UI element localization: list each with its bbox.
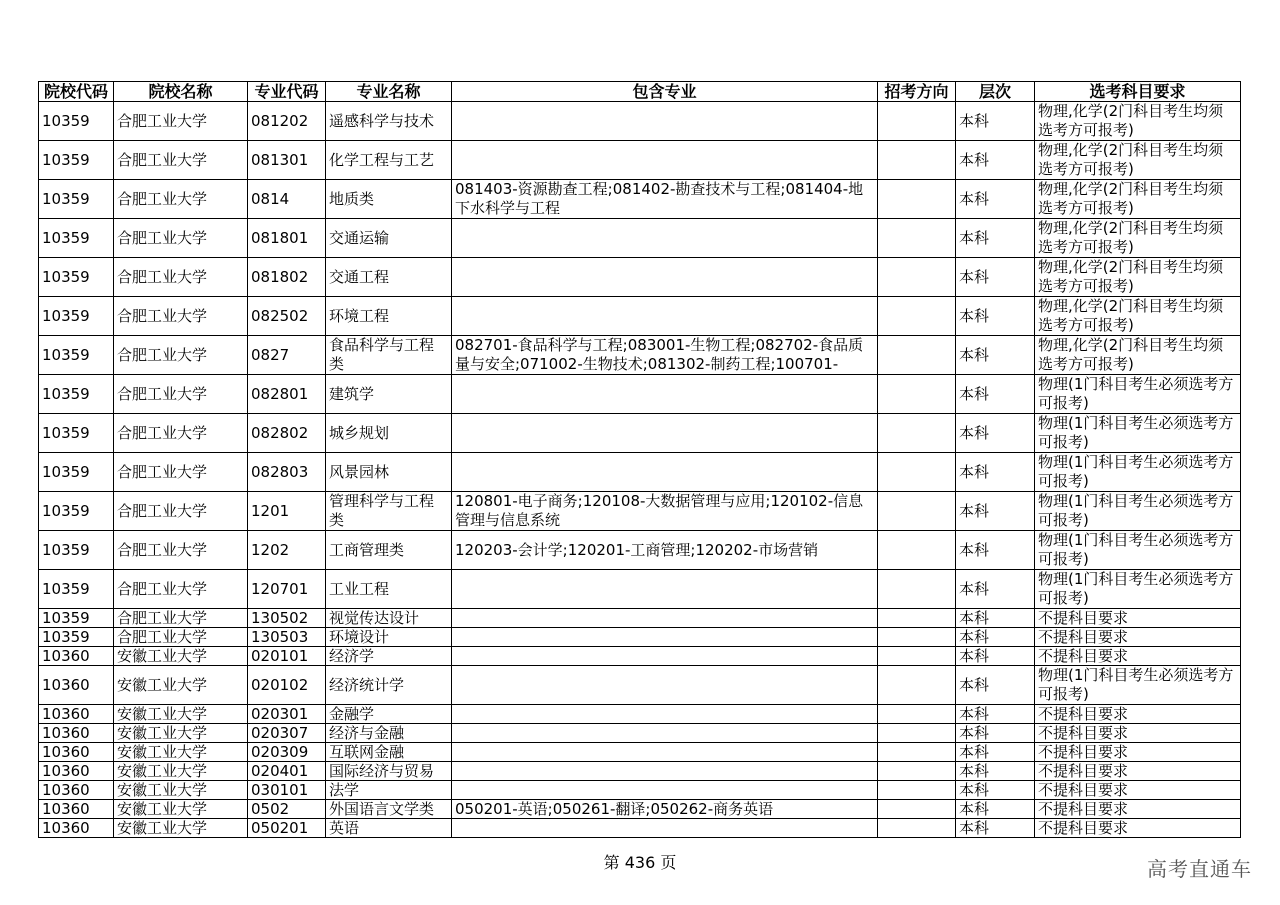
requirement-cell: 不提科目要求 xyxy=(1035,705,1241,724)
school-code-cell: 10359 xyxy=(39,628,114,647)
requirement-cell: 不提科目要求 xyxy=(1035,628,1241,647)
level-cell: 本科 xyxy=(956,819,1035,838)
table-row xyxy=(39,609,1241,628)
table-row xyxy=(39,628,1241,647)
school-code-cell: 10360 xyxy=(39,762,114,781)
table-row xyxy=(39,375,1241,414)
table-body xyxy=(39,102,1241,838)
school-name-cell: 合肥工业大学 xyxy=(114,219,248,258)
header-direction: 招考方向 xyxy=(878,82,956,102)
level-cell: 本科 xyxy=(956,180,1035,219)
major-name-cell: 经济统计学 xyxy=(326,666,452,705)
requirement-cell: 物理(1门科目考生必须选考方可报考) xyxy=(1035,666,1241,705)
direction-cell xyxy=(878,819,956,838)
level-cell: 本科 xyxy=(956,336,1035,375)
school-code-cell: 10360 xyxy=(39,724,114,743)
table-row xyxy=(39,141,1241,180)
level-cell: 本科 xyxy=(956,762,1035,781)
level-cell: 本科 xyxy=(956,666,1035,705)
major-name-cell: 环境工程 xyxy=(326,297,452,336)
included-majors-cell xyxy=(452,453,878,492)
direction-cell xyxy=(878,724,956,743)
major-code-cell: 0814 xyxy=(248,180,326,219)
table-row xyxy=(39,492,1241,531)
included-majors-cell: 120203-会计学;120201-工商管理;120202-市场营销 xyxy=(452,531,878,570)
level-cell: 本科 xyxy=(956,705,1035,724)
school-code-cell: 10360 xyxy=(39,705,114,724)
included-majors-cell xyxy=(452,609,878,628)
direction-cell xyxy=(878,492,956,531)
included-majors-cell xyxy=(452,414,878,453)
requirement-cell: 物理(1门科目考生必须选考方可报考) xyxy=(1035,492,1241,531)
requirement-cell: 物理,化学(2门科目考生均须选考方可报考) xyxy=(1035,102,1241,141)
table-row xyxy=(39,102,1241,141)
header-school-code: 院校代码 xyxy=(39,82,114,102)
requirement-cell: 物理,化学(2门科目考生均须选考方可报考) xyxy=(1035,219,1241,258)
school-code-cell: 10360 xyxy=(39,666,114,705)
major-code-cell: 0827 xyxy=(248,336,326,375)
school-code-cell: 10359 xyxy=(39,375,114,414)
major-name-cell: 国际经济与贸易 xyxy=(326,762,452,781)
school-name-cell: 合肥工业大学 xyxy=(114,492,248,531)
major-name-cell: 外国语言文学类 xyxy=(326,800,452,819)
header-major-name: 专业名称 xyxy=(326,82,452,102)
major-code-cell: 082801 xyxy=(248,375,326,414)
level-cell: 本科 xyxy=(956,800,1035,819)
direction-cell xyxy=(878,258,956,297)
included-majors-cell xyxy=(452,570,878,609)
major-name-cell: 视觉传达设计 xyxy=(326,609,452,628)
header-major-code: 专业代码 xyxy=(248,82,326,102)
major-code-cell: 020307 xyxy=(248,724,326,743)
requirement-cell: 不提科目要求 xyxy=(1035,781,1241,800)
level-cell: 本科 xyxy=(956,781,1035,800)
school-name-cell: 合肥工业大学 xyxy=(114,414,248,453)
direction-cell xyxy=(878,219,956,258)
direction-cell xyxy=(878,647,956,666)
school-name-cell: 安徽工业大学 xyxy=(114,647,248,666)
level-cell: 本科 xyxy=(956,628,1035,647)
major-code-cell: 130503 xyxy=(248,628,326,647)
header-included-majors: 包含专业 xyxy=(452,82,878,102)
included-majors-cell xyxy=(452,375,878,414)
requirement-cell: 物理(1门科目考生必须选考方可报考) xyxy=(1035,531,1241,570)
school-code-cell: 10360 xyxy=(39,800,114,819)
requirement-cell: 物理(1门科目考生必须选考方可报考) xyxy=(1035,414,1241,453)
table-row xyxy=(39,336,1241,375)
table-row xyxy=(39,705,1241,724)
included-majors-cell xyxy=(452,743,878,762)
requirement-cell: 不提科目要求 xyxy=(1035,743,1241,762)
school-name-cell: 合肥工业大学 xyxy=(114,180,248,219)
included-majors-cell: 120801-电子商务;120108-大数据管理与应用;120102-信息管理与信息系统 xyxy=(452,492,878,531)
major-name-cell: 金融学 xyxy=(326,705,452,724)
table-row xyxy=(39,258,1241,297)
school-code-cell: 10360 xyxy=(39,781,114,800)
included-majors-cell xyxy=(452,628,878,647)
major-code-cell: 020401 xyxy=(248,762,326,781)
requirement-cell: 不提科目要求 xyxy=(1035,819,1241,838)
school-code-cell: 10359 xyxy=(39,453,114,492)
table-row xyxy=(39,743,1241,762)
table-row xyxy=(39,800,1241,819)
direction-cell xyxy=(878,570,956,609)
included-majors-cell: 050201-英语;050261-翻译;050262-商务英语 xyxy=(452,800,878,819)
major-name-cell: 工商管理类 xyxy=(326,531,452,570)
direction-cell xyxy=(878,453,956,492)
major-name-cell: 交通运输 xyxy=(326,219,452,258)
included-majors-cell xyxy=(452,219,878,258)
major-name-cell: 英语 xyxy=(326,819,452,838)
direction-cell xyxy=(878,743,956,762)
header-level: 层次 xyxy=(956,82,1035,102)
level-cell: 本科 xyxy=(956,297,1035,336)
watermark: 高考直通车 xyxy=(1147,857,1252,881)
level-cell: 本科 xyxy=(956,570,1035,609)
major-code-cell: 020101 xyxy=(248,647,326,666)
school-code-cell: 10359 xyxy=(39,219,114,258)
requirement-cell: 物理(1门科目考生必须选考方可报考) xyxy=(1035,453,1241,492)
major-name-cell: 食品科学与工程类 xyxy=(326,336,452,375)
level-cell: 本科 xyxy=(956,141,1035,180)
included-majors-cell: 081403-资源勘查工程;081402-勘查技术与工程;081404-地下水科学与工程 xyxy=(452,180,878,219)
requirement-cell: 不提科目要求 xyxy=(1035,647,1241,666)
direction-cell xyxy=(878,531,956,570)
admission-table xyxy=(38,81,1241,838)
direction-cell xyxy=(878,800,956,819)
included-majors-cell xyxy=(452,724,878,743)
direction-cell xyxy=(878,102,956,141)
level-cell: 本科 xyxy=(956,492,1035,531)
direction-cell xyxy=(878,336,956,375)
page-number: 第 436 页 xyxy=(603,853,677,872)
level-cell: 本科 xyxy=(956,414,1035,453)
table-row xyxy=(39,819,1241,838)
level-cell: 本科 xyxy=(956,724,1035,743)
school-code-cell: 10359 xyxy=(39,570,114,609)
table-row xyxy=(39,781,1241,800)
major-code-cell: 1202 xyxy=(248,531,326,570)
requirement-cell: 物理,化学(2门科目考生均须选考方可报考) xyxy=(1035,141,1241,180)
included-majors-cell xyxy=(452,258,878,297)
major-code-cell: 081202 xyxy=(248,102,326,141)
table-row xyxy=(39,219,1241,258)
direction-cell xyxy=(878,609,956,628)
table-row xyxy=(39,724,1241,743)
table-row xyxy=(39,762,1241,781)
requirement-cell: 物理,化学(2门科目考生均须选考方可报考) xyxy=(1035,258,1241,297)
school-name-cell: 合肥工业大学 xyxy=(114,453,248,492)
major-name-cell: 建筑学 xyxy=(326,375,452,414)
level-cell: 本科 xyxy=(956,375,1035,414)
school-code-cell: 10359 xyxy=(39,609,114,628)
direction-cell xyxy=(878,297,956,336)
header-requirement: 选考科目要求 xyxy=(1035,82,1241,102)
school-code-cell: 10360 xyxy=(39,647,114,666)
school-name-cell: 合肥工业大学 xyxy=(114,570,248,609)
major-code-cell: 0502 xyxy=(248,800,326,819)
school-code-cell: 10359 xyxy=(39,258,114,297)
school-code-cell: 10359 xyxy=(39,492,114,531)
table-row xyxy=(39,666,1241,705)
header-row xyxy=(39,82,1241,102)
direction-cell xyxy=(878,705,956,724)
major-code-cell: 081801 xyxy=(248,219,326,258)
major-name-cell: 互联网金融 xyxy=(326,743,452,762)
requirement-cell: 物理(1门科目考生必须选考方可报考) xyxy=(1035,570,1241,609)
major-code-cell: 030101 xyxy=(248,781,326,800)
school-name-cell: 合肥工业大学 xyxy=(114,336,248,375)
table-row xyxy=(39,647,1241,666)
major-name-cell: 化学工程与工艺 xyxy=(326,141,452,180)
major-code-cell: 082803 xyxy=(248,453,326,492)
direction-cell xyxy=(878,666,956,705)
major-code-cell: 081802 xyxy=(248,258,326,297)
major-name-cell: 法学 xyxy=(326,781,452,800)
direction-cell xyxy=(878,628,956,647)
included-majors-cell xyxy=(452,666,878,705)
requirement-cell: 不提科目要求 xyxy=(1035,762,1241,781)
major-code-cell: 120701 xyxy=(248,570,326,609)
table-row xyxy=(39,570,1241,609)
school-code-cell: 10360 xyxy=(39,819,114,838)
school-code-cell: 10359 xyxy=(39,414,114,453)
school-name-cell: 安徽工业大学 xyxy=(114,781,248,800)
requirement-cell: 不提科目要求 xyxy=(1035,724,1241,743)
included-majors-cell xyxy=(452,781,878,800)
included-majors-cell xyxy=(452,297,878,336)
table-row xyxy=(39,180,1241,219)
major-name-cell: 管理科学与工程类 xyxy=(326,492,452,531)
school-name-cell: 合肥工业大学 xyxy=(114,375,248,414)
level-cell: 本科 xyxy=(956,609,1035,628)
school-name-cell: 合肥工业大学 xyxy=(114,102,248,141)
major-name-cell: 交通工程 xyxy=(326,258,452,297)
direction-cell xyxy=(878,141,956,180)
school-name-cell: 合肥工业大学 xyxy=(114,297,248,336)
school-code-cell: 10360 xyxy=(39,743,114,762)
major-code-cell: 020309 xyxy=(248,743,326,762)
major-code-cell: 020301 xyxy=(248,705,326,724)
school-name-cell: 合肥工业大学 xyxy=(114,609,248,628)
major-name-cell: 经济与金融 xyxy=(326,724,452,743)
major-code-cell: 1201 xyxy=(248,492,326,531)
requirement-cell: 物理,化学(2门科目考生均须选考方可报考) xyxy=(1035,180,1241,219)
major-name-cell: 环境设计 xyxy=(326,628,452,647)
school-name-cell: 安徽工业大学 xyxy=(114,666,248,705)
major-code-cell: 130502 xyxy=(248,609,326,628)
major-code-cell: 082802 xyxy=(248,414,326,453)
included-majors-cell xyxy=(452,819,878,838)
table-row xyxy=(39,297,1241,336)
major-code-cell: 082502 xyxy=(248,297,326,336)
included-majors-cell: 082701-食品科学与工程;083001-生物工程;082702-食品质量与安全;071002-生物技术;081302-制药工程;100701- xyxy=(452,336,878,375)
table-row xyxy=(39,453,1241,492)
major-name-cell: 遥感科学与技术 xyxy=(326,102,452,141)
school-code-cell: 10359 xyxy=(39,336,114,375)
direction-cell xyxy=(878,781,956,800)
requirement-cell: 物理,化学(2门科目考生均须选考方可报考) xyxy=(1035,297,1241,336)
major-code-cell: 050201 xyxy=(248,819,326,838)
level-cell: 本科 xyxy=(956,531,1035,570)
header-school-name: 院校名称 xyxy=(114,82,248,102)
included-majors-cell xyxy=(452,141,878,180)
school-code-cell: 10359 xyxy=(39,102,114,141)
level-cell: 本科 xyxy=(956,219,1035,258)
major-name-cell: 地质类 xyxy=(326,180,452,219)
school-name-cell: 合肥工业大学 xyxy=(114,258,248,297)
included-majors-cell xyxy=(452,102,878,141)
major-name-cell: 经济学 xyxy=(326,647,452,666)
school-code-cell: 10359 xyxy=(39,531,114,570)
school-name-cell: 安徽工业大学 xyxy=(114,743,248,762)
major-name-cell: 工业工程 xyxy=(326,570,452,609)
level-cell: 本科 xyxy=(956,647,1035,666)
requirement-cell: 不提科目要求 xyxy=(1035,800,1241,819)
school-name-cell: 合肥工业大学 xyxy=(114,628,248,647)
level-cell: 本科 xyxy=(956,258,1035,297)
major-name-cell: 城乡规划 xyxy=(326,414,452,453)
school-code-cell: 10359 xyxy=(39,180,114,219)
school-name-cell: 安徽工业大学 xyxy=(114,762,248,781)
included-majors-cell xyxy=(452,647,878,666)
included-majors-cell xyxy=(452,762,878,781)
school-name-cell: 安徽工业大学 xyxy=(114,724,248,743)
direction-cell xyxy=(878,762,956,781)
major-code-cell: 020102 xyxy=(248,666,326,705)
school-name-cell: 合肥工业大学 xyxy=(114,141,248,180)
school-name-cell: 安徽工业大学 xyxy=(114,819,248,838)
requirement-cell: 物理(1门科目考生必须选考方可报考) xyxy=(1035,375,1241,414)
requirement-cell: 不提科目要求 xyxy=(1035,609,1241,628)
table-row xyxy=(39,531,1241,570)
school-code-cell: 10359 xyxy=(39,141,114,180)
requirement-cell: 物理,化学(2门科目考生均须选考方可报考) xyxy=(1035,336,1241,375)
level-cell: 本科 xyxy=(956,102,1035,141)
level-cell: 本科 xyxy=(956,453,1035,492)
table-row xyxy=(39,414,1241,453)
school-name-cell: 安徽工业大学 xyxy=(114,800,248,819)
major-code-cell: 081301 xyxy=(248,141,326,180)
direction-cell xyxy=(878,375,956,414)
major-name-cell: 风景园林 xyxy=(326,453,452,492)
direction-cell xyxy=(878,180,956,219)
level-cell: 本科 xyxy=(956,743,1035,762)
school-name-cell: 安徽工业大学 xyxy=(114,705,248,724)
school-name-cell: 合肥工业大学 xyxy=(114,531,248,570)
direction-cell xyxy=(878,414,956,453)
school-code-cell: 10359 xyxy=(39,297,114,336)
included-majors-cell xyxy=(452,705,878,724)
